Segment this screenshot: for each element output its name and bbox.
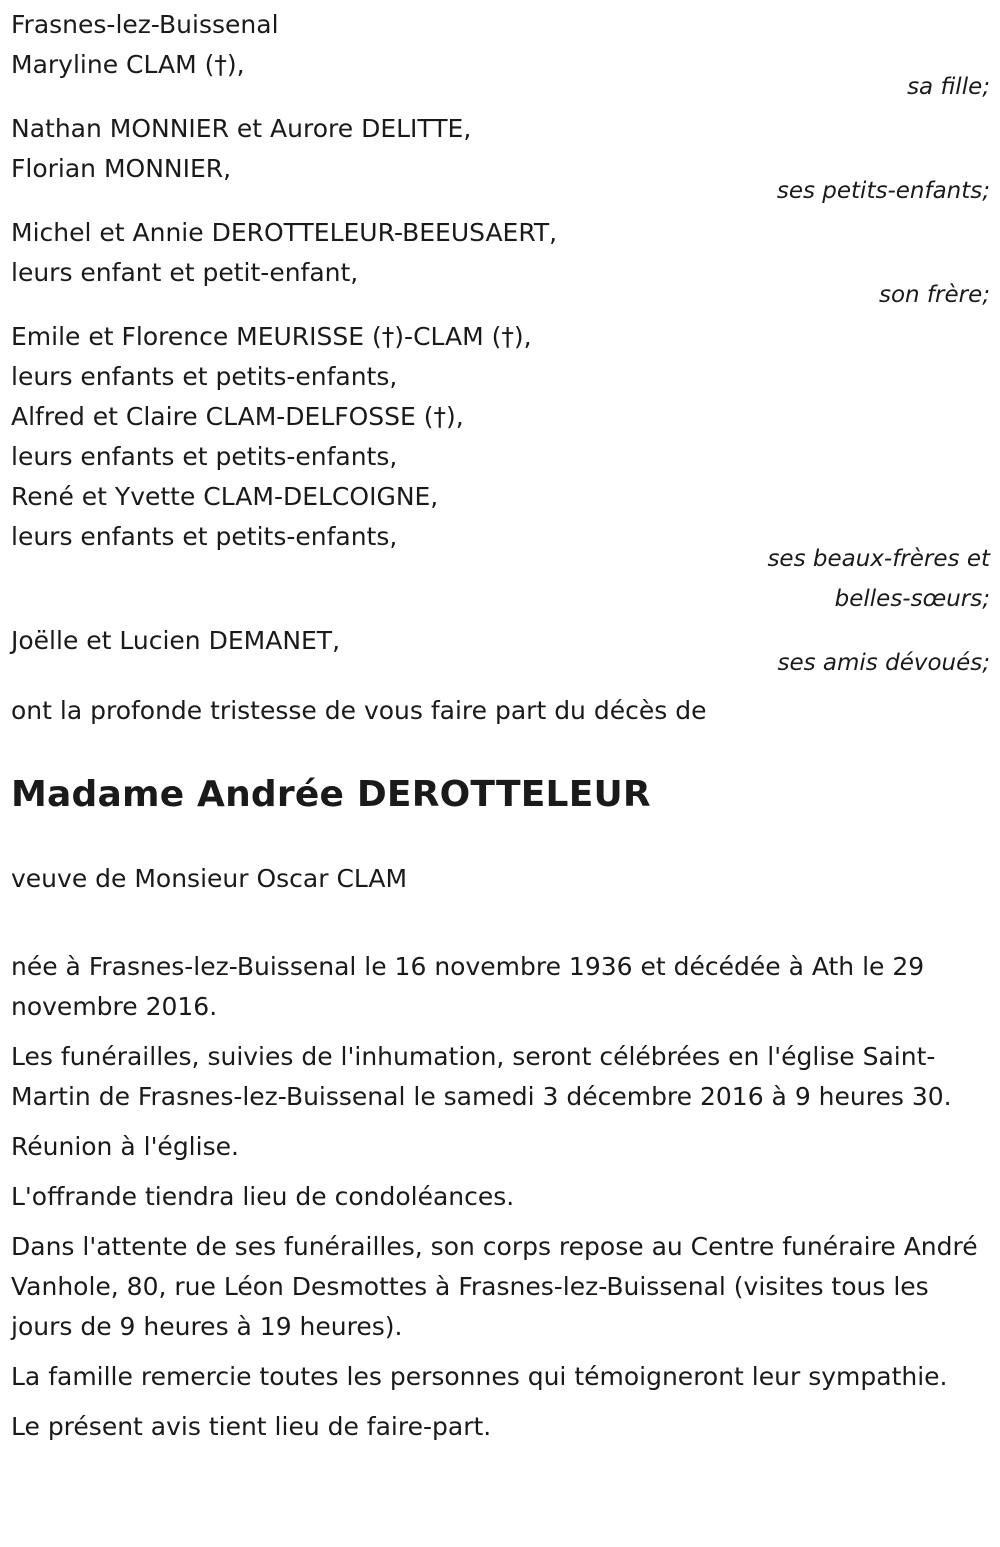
funeral-paragraph: Les funérailles, suivies de l'inhumation, seront célébrées en l'église Saint-Martin de Frasnes-lez-Buissenal le samedi 3 décembre 2016 à 9 heures 30. bbox=[11, 1042, 952, 1111]
relation-label: son frère; bbox=[878, 282, 990, 308]
birth-death-paragraph: née à Frasnes-lez-Buissenal le 16 novembre 1936 et décédée à Ath le 29 novembre 2016. bbox=[11, 952, 925, 1021]
relation-line: belles-sœurs; bbox=[834, 586, 990, 612]
family-group-daughter bbox=[11, 45, 990, 107]
repose-paragraph: Dans l'attente de ses funérailles, son corps repose au Centre funéraire André Vanhole, 80, rue Léon Desmottes à Frasnes-lez-Buissenal (visites tous les jours de 9 heures à 19 heures). bbox=[11, 1232, 978, 1341]
relation-label: ses petits-enfants; bbox=[776, 178, 990, 204]
family-line: Joëlle et Lucien DEMANET, bbox=[11, 626, 341, 655]
family-line: Alfred et Claire CLAM-DELFOSSE (†), bbox=[11, 402, 464, 431]
relation-line: ses beaux-frères et bbox=[767, 546, 990, 572]
family-line: René et Yvette CLAM-DELCOIGNE, bbox=[11, 482, 439, 511]
meeting-paragraph: Réunion à l'église. bbox=[11, 1132, 239, 1161]
location: Frasnes-lez-Buissenal bbox=[11, 10, 279, 39]
announcement-intro: ont la profonde tristesse de vous faire part du décès de bbox=[11, 696, 707, 725]
relation-label: ses amis dévoués; bbox=[777, 650, 990, 676]
family-line: Maryline CLAM (†), bbox=[11, 50, 245, 79]
thanks-paragraph: La famille remercie toutes les personnes qui témoigneront leur sympathie. bbox=[11, 1362, 948, 1391]
family-line: leurs enfants et petits-enfants, bbox=[11, 362, 398, 391]
relation-label: sa fille; bbox=[907, 74, 990, 100]
family-line: Florian MONNIER, bbox=[11, 154, 232, 183]
family-line: Michel et Annie DEROTTELEUR-BEEUSAERT, bbox=[11, 218, 558, 247]
family-group-friends bbox=[11, 621, 990, 683]
family-group-brother bbox=[11, 213, 990, 315]
family-line: leurs enfant et petit-enfant, bbox=[11, 258, 359, 287]
deceased-name: Madame Andrée DEROTTELEUR bbox=[11, 774, 651, 815]
offering-paragraph: L'offrande tiendra lieu de condoléances. bbox=[11, 1182, 515, 1211]
notice-paragraph: Le présent avis tient lieu de faire-part. bbox=[11, 1412, 492, 1441]
family-group-grandchildren bbox=[11, 109, 990, 211]
family-group-in-laws bbox=[11, 317, 990, 619]
family-line: leurs enfants et petits-enfants, bbox=[11, 522, 398, 551]
widow-of: veuve de Monsieur Oscar CLAM bbox=[11, 864, 408, 893]
family-line: Emile et Florence MEURISSE (†)-CLAM (†), bbox=[11, 322, 532, 351]
family-line: leurs enfants et petits-enfants, bbox=[11, 442, 398, 471]
family-line: Nathan MONNIER et Aurore DELITTE, bbox=[11, 114, 472, 143]
